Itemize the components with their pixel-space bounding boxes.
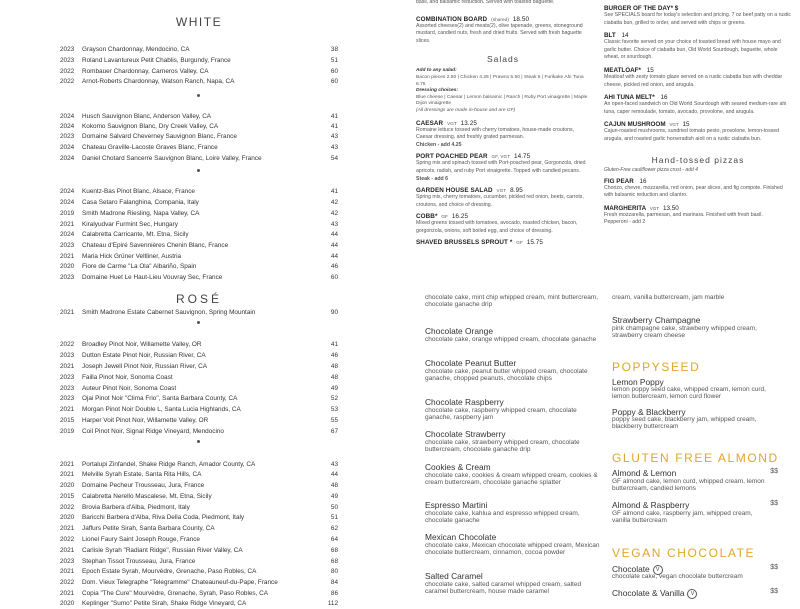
wine-price: 64 [330,536,338,543]
wine-name: Melville Syrah Estate, Santa Rita Hills, CA [82,471,202,478]
wine-price: 53 [330,406,338,413]
cake-desc: chocolate cake, Mexican chocolate whipped cream, Mexican chocolate buttercream, cinnamon, cocoa powder [425,542,600,557]
caesar-desc: Romaine lettuce tossed with cherry tomatoes, house-made croutons, Caesar dressing, and freshly grated parmesan. [416,126,575,141]
blt-name: BLT [604,32,616,40]
combo-board-name: COMBINATION BOARD [416,15,488,23]
cobb-sub: GF [441,214,448,220]
cake-desc: chocolate cake, kahlua and espresso whipped cream, chocolate ganache [425,510,580,525]
wine-price: 51 [330,57,338,64]
section-divider-dot [197,440,200,443]
wine-row [60,186,338,197]
wine-name: Kokomo Sauvignon Blanc, Dry Creek Valley, CA [82,123,219,130]
wine-row [60,44,338,55]
wine-year: 2023 [60,133,75,140]
garden-desc: Spring mix, cherry tomatoes, cucumber, pickled red onion, beets, carrots, croutons, and choice of dressing. [416,194,584,208]
wine-price: 50 [330,504,338,511]
white-heading: WHITE [175,15,223,29]
almond-lemon-desc: GF almond cake, lemon curd, whipped cream, lemon buttercream, candied lemons [612,478,765,493]
wine-price: 52 [330,395,338,402]
wine-name: Carlisle Syrah "Radiant Ridge", Russian River Valley, CA [82,547,243,554]
wine-price: 44 [330,253,338,260]
wine-name: Baricchi Barbera d'Alba, Riva Della Coda, Piedmont, Italy [82,514,245,521]
vegan-choc-vanilla-price: $$ [770,588,778,595]
brussels-price: 15.75 [526,239,543,247]
wine-price: 80 [330,568,338,575]
wine-row [60,404,338,415]
almond-lemon-name: Almond & Lemon [612,468,677,478]
addons-items: Bacon pieces 2.50 | Chicken 4.25 | Prawns 5.50 | Steak 6 | Furikake Ahi Tuna 6.75 [416,74,584,87]
wine-name: Fiore de Carme "La Ola" Albariño, Spain [82,263,197,270]
wine-year: 2023 [60,46,75,53]
margherita-desc: Fresh mozzarella, parmesan, and marinara. Finished with fresh basil. [604,211,763,218]
wine-row [60,512,338,523]
wine-price: 48 [330,482,338,489]
wine-price: 54 [330,155,338,162]
wine-row [60,339,338,350]
wine-year: 2024 [60,231,75,238]
wine-year: 2019 [60,428,75,435]
almond-raspberry-name: Almond & Raspberry [612,500,690,510]
wine-price: 60 [330,78,338,85]
wine-year: 2022 [60,579,75,586]
wine-name: Smith Madrone Estate Cabernet Sauvignon, Spring Mountain [82,309,256,316]
margherita-name: MARGHERITA [604,204,646,212]
food-menu [410,0,596,290]
wine-row [60,361,338,372]
wine-name: Rombauer Chardonnay, Carneros Valley, CA [82,68,209,75]
wine-price: 38 [330,46,338,53]
fig-pear-name: FIG PEAR [604,177,634,185]
wine-price: 41 [330,188,338,195]
poppy-blackberry-desc: poppy seed cake, blackberry jam, whipped cream, blackberry buttercream [612,416,757,431]
wine-price: 41 [330,113,338,120]
garden-title [416,187,590,194]
wine-row [60,261,338,272]
garden-sub: VGT [496,188,507,194]
board-desc-tail: basil, and balsamic reduction. Served with toasted baguette. [416,0,555,5]
wine-row [60,76,338,87]
wine-price: 112 [327,600,338,607]
wine-name: Failla Pinot Noir, Sonoma Coast [82,374,173,381]
wine-name: Stephan Tissot Trousseau, Jura, France [82,558,196,565]
ahi-name: AHI TUNA MELT* [604,94,655,102]
burger-name: BURGER OF THE DAY* [604,5,674,12]
cake-name: Chocolate Orange [425,326,493,336]
caesar-name: CAESAR [416,119,444,127]
almond-raspberry-desc: GF almond cake, raspberry jam, whipped cream, vanilla buttercream [612,510,753,525]
wine-price: 48 [330,363,338,370]
wine-row [60,208,338,219]
section-divider-dot [197,321,200,324]
wine-year: 2020 [60,482,75,489]
vegan-chocolate-price: $$ [770,564,778,571]
wine-price: 68 [330,547,338,554]
dressing-note: (All dressings are made in-house and are GF) [416,107,516,113]
combo-board-price: 18.50 [512,15,530,23]
wine-name: Husch Sauvignon Blanc, Anderson Valley, CA [82,113,212,120]
salads-heading: Salads [487,54,519,65]
wine-year: 2024 [60,199,75,206]
cake-name: Chocolate Peanut Butter [425,358,517,368]
wine-year: 2024 [60,144,75,151]
margherita-add: Pepperoni - add 2 [604,219,646,226]
wine-name: Joseph Jewell Pinot Noir, Russian River, CA [82,363,208,370]
wine-row [60,480,338,491]
wine-name: Kuentz-Bas Pinot Blanc, Alsace, France [82,188,195,195]
wine-name: Daniel Chotard Sancerre Sauvignon Blanc, Loire Valley, France [82,155,262,162]
wine-year: 2024 [60,188,75,195]
dressing-label: Dressing choices: [416,88,459,94]
section-divider-dot [197,94,200,97]
blt-desc: Classic favorite served on your choice of toasted bread with house mayo and garlic butter. Choice of ciabatta bun, Old World Sourdough, baguette, whole wheat, or sourdough. [604,39,781,61]
cake-menu-chocolate [410,290,600,600]
wine-year: 2021 [60,471,75,478]
wine-row [60,426,338,437]
wine-row [60,153,338,164]
wine-name: Epoch Estate Syrah, Mourvèdre, Grenache, Paso Robles, CA [82,568,257,575]
wine-price: 67 [330,428,338,435]
wine-price: 90 [330,309,338,316]
wine-year: 2021 [60,568,75,575]
wine-price: 43 [330,133,338,140]
ahi-price: 16 [660,94,668,102]
wine-year: 2021 [60,221,75,228]
lemon-poppy-desc: lemon poppy seed cake, whipped cream, lemon curd, lemon buttercream, lemon curd flower [612,386,766,401]
cajun-price: 15 [682,121,690,129]
vegan-choc-vanilla-name: Chocolate & Vanilla [612,588,685,598]
wine-name: Chateau d'Epiré Savennières Chenin Blanc, France [82,242,229,249]
wine-year: 2022 [60,78,75,85]
burger-title [604,5,792,12]
burger-desc: See SPECIALS board for today's selection and pricing. 7 oz beef patty on a rustic ciabatta bun, grilled to order, and served with chips or greens. [604,12,791,26]
fig-pear-desc: Chorizo, chevre, mozzarella, red onion, pear slices, and fig compote. Finished with balsamic reduction and cilantro. [604,184,783,199]
blt-price: 14 [621,32,629,40]
caesar-price: 13.25 [460,119,477,127]
wine-name: Smith Madrone Riesling, Napa Valley, CA [82,210,200,217]
wine-row [60,272,338,283]
wine-name: Portalupi Zinfandel, Shake Ridge Ranch, Amador County, CA [82,461,256,468]
vegan-icon: V [653,565,663,575]
wine-price: 44 [330,231,338,238]
wine-year: 2020 [60,600,75,607]
port-pear-add [416,176,590,184]
cake-name: Chocolate Strawberry [425,429,506,439]
ahi-desc: An open-faced sandwich on Old World Sourdough with seared medium-rare ahi tuna, caper remoulade, tomato, avocado, provolone, and arugula. [604,101,787,115]
wine-price: 46 [330,263,338,270]
dressing-items: Blue cheese | Caesar | Lemon balsamic | Ranch | Ruby Port vinaigrette | Maple Dijon vinaigrette [416,94,588,107]
cajun-sub: VGT [669,122,679,128]
brussels-name: SHAVED BRUSSELS SPROUT * [416,239,513,247]
wine-row [60,131,338,142]
port-pear-price: 14.75 [513,153,531,161]
wine-price: 51 [330,514,338,521]
wine-price: 48 [330,374,338,381]
wine-row [60,523,338,534]
cobb-name: COBB* [416,213,438,221]
vegan-icon: V [687,589,697,599]
wine-row [60,598,338,609]
vegan-chocolate-name: Chocolate [612,564,650,574]
port-pear-title [416,153,590,160]
wine-name: Roland Lavantureux Petit Chablis, Burgundy, France [82,57,231,64]
wine-year: 2023 [60,242,75,249]
cajun-desc: Cajun-roasted mushrooms, sundried tomato pesto, provolone, lemon-tossed arugula, and roasted garlic horseradish aioli on a rustic ciabatta bun. [604,128,780,142]
ahi-title [604,94,792,101]
wine-price: 68 [330,558,338,565]
cake-desc: chocolate cake, cookies & cream whipped cream, cookies & cream buttercream, chocolate ganache splatter [425,472,598,487]
wine-name: Casa Setaro Falanghina, Compania, Italy [82,199,199,206]
wine-name: Morgan Pinot Noir Double L, Santa Lucia Highlands, CA [82,406,241,413]
wine-price: 60 [330,274,338,281]
garden-price: 8.95 [510,187,523,195]
wine-row [60,240,338,251]
wine-row [60,566,338,577]
wine-year: 2024 [60,123,75,130]
wine-row [60,55,338,66]
wine-price: 43 [330,144,338,151]
wine-name: Chateau Graville-Lacoste Graves Blanc, France [82,144,218,151]
wine-year: 2022 [60,536,75,543]
wine-price: 44 [330,242,338,249]
wine-year: 2022 [60,504,75,511]
caesar-add-text: Chicken - add 4.25 [416,141,462,148]
wine-name: Calabretta Carricante, Mt. Etna, Sicily [82,231,189,238]
pizza-heading: Hand-tossed pizzas [651,154,745,165]
margherita-title [604,205,792,212]
wine-price: 62 [330,525,338,532]
flavour-desc-tail: cream, vanilla buttercream, jam marble [612,294,725,301]
cake-desc: chocolate cake, peanut butter whipped cream, chocolate ganache, chopped peanuts, chocolate chips [425,368,588,383]
cake-name: Mexican Chocolate [425,532,497,542]
wine-name: Kiralyudvar Furmint Sec, Hungary [82,221,178,228]
addons-label: Add to any salad: [416,68,457,74]
combo-board-title [416,16,590,23]
wine-name: Lionel Faury Saint Joseph Rouge, France [82,536,200,543]
wine-row [60,577,338,588]
margherita-price: 13.50 [662,204,679,212]
cake-name: Chocolate Raspberry [425,397,504,407]
salad-addons [416,68,590,114]
cajun-title [604,121,792,128]
cake-desc: chocolate cake, salted caramel whipped cream, salted caramel buttercream, house made caramel [425,581,582,596]
blt-title [604,32,792,39]
wine-name: Broadley Pinot Noir, Willamette Valley, OR [82,341,202,348]
wine-row [60,229,338,240]
wine-name: Keplinger "Sumo" Petite Sirah, Shake Ridge Vineyard, CA [82,600,247,607]
wine-row [60,142,338,153]
wine-year: 2023 [60,558,75,565]
wine-name: Harper Voit Pinot Noir, Willamette Valley, OR [82,417,209,424]
wine-year: 2023 [60,395,75,402]
cobb-price: 16.25 [451,213,469,221]
section-divider-dot [197,169,200,172]
wine-year: 2023 [60,385,75,392]
cake-name: Salted Caramel [425,571,483,581]
meatloaf-price: 15 [646,66,654,74]
wine-row [60,469,338,480]
wine-name: Domaine Salvard Cheverney Sauvignon Blanc, France [82,133,237,140]
wine-name: Calabretta Nerello Mascalese, Mt. Etna, Sicily [82,493,212,500]
wine-name: Auteur Pinot Noir, Sonoma Coast [82,385,177,392]
burger-price: $ [674,5,679,12]
wine-price: 44 [330,471,338,478]
wine-row [60,350,338,361]
wine-price: 60 [330,68,338,75]
wine-name: Ojai Pinot Noir "Clima Frio", Santa Barbara County, CA [82,395,238,402]
almond-raspberry-price: $$ [770,500,778,507]
wine-price: 86 [330,590,338,597]
wine-year: 2021 [60,253,75,260]
wine-price: 41 [330,341,338,348]
wine-year: 2015 [60,493,75,500]
meatloaf-desc: Meatloaf with zesty tomato glaze served on a rustic ciabatta bun with cheddar cheese, pickled red onion, and arugula. [604,73,783,88]
cake-menu-flavours [600,290,800,600]
caesar-sub: VGT [447,120,457,126]
sandwich-menu [596,0,800,290]
brussels-title [416,239,590,246]
wine-name: Domaine Huet Le Haut-Lieu Vouvray Sec, France [82,274,223,281]
wine-name: Arnot-Roberts Chardonnay, Watson Ranch, Napa, CA [82,78,235,85]
wine-price: 43 [330,461,338,468]
wine-name: Coil Pinot Noir, Signal Ridge Vineyard, Mendocino [82,428,224,435]
wine-name: Domaine Pecheur Trousseau, Jura, France [82,482,205,489]
wine-year: 2021 [60,590,75,597]
fig-pear-price: 16 [639,177,647,185]
wine-price: 43 [330,221,338,228]
wine-year: 2021 [60,406,75,413]
wine-row [60,393,338,404]
wine-name: Dutton Estate Pinot Noir, Russian River, CA [82,352,206,359]
cake-desc: chocolate cake, orange whipped cream, chocolate ganache [425,336,597,343]
wine-year: 2022 [60,341,75,348]
pizza-crust-note: Gluten-Free cauliflower pizza crust - add 4 [604,166,698,173]
wine-price: 46 [330,352,338,359]
cajun-name: CAJUN MUSHROOM [604,121,666,129]
wine-year: 2024 [60,155,75,162]
cake-name: Espresso Martini [425,500,488,510]
wine-price: 55 [330,417,338,424]
wine-name: Maria Hick Grüner Veltliner, Austria [82,253,182,260]
wine-year: 2021 [60,547,75,554]
wine-row [60,545,338,556]
cake-desc: chocolate cake, strawberry whipped cream, chocolate buttercream, chocolate ganache drip [425,439,580,454]
wine-row [60,372,338,383]
brussels-sub: GF [516,240,523,246]
strawberry-champagne-name: Strawberry Champagne [612,315,701,325]
wine-year: 2021 [60,461,75,468]
cake-desc: chocolate cake, mint chip whipped cream, mint buttercream, chocolate ganache drip [425,294,599,309]
cake-desc: chocolate cake, raspberry whipped cream, chocolate ganache, raspberry jam [425,407,577,422]
poppyseed-heading: POPPYSEED [612,360,701,374]
port-pear-name: PORT POACHED PEAR [416,153,488,161]
wine-price: 42 [330,210,338,217]
garden-name: GARDEN HOUSE SALAD [416,187,493,195]
wine-row [60,534,338,545]
poppy-blackberry-name: Poppy & Blackberry [612,407,686,417]
meatloaf-name: MEATLOAF* [604,66,641,74]
wine-year: 2024 [60,113,75,120]
fig-pear-title [604,178,792,185]
wine-year: 2020 [60,514,75,521]
port-pear-sub: GF, VGT [491,154,511,160]
wine-price: 49 [330,493,338,500]
wine-price: 49 [330,385,338,392]
lemon-poppy-name: Lemon Poppy [612,377,664,387]
wine-year: 2021 [60,525,75,532]
wine-name: Copia "The Cure" Mourvèdre, Grenache, Syrah, Paso Robles, CA [82,590,269,597]
wine-year: 2021 [60,363,75,370]
cobb-desc: Mixed greens tossed with tomatoes, avocado, roasted chicken, bacon, gorgonzola, onions, soft boiled egg, and choice of dressing. [416,220,578,234]
wine-row [60,415,338,426]
combo-board-desc: Assorted cheeses(2) and meats(2), olive tapenade, greens, stoneground mustard, candied nuts, fresh and dried fruits. Served with fresh baguette slices. [416,22,583,44]
strawberry-champagne-desc: pink champagne cake, strawberry whipped cream, strawberry cream cheese [612,325,757,340]
wine-price: 42 [330,199,338,206]
combo-board-sub: (shared) [491,16,509,22]
wine-name: Dom. Vieux Telegraphe "Telegramme" Chateauneuf-du-Pape, France [82,579,278,586]
almond-lemon-price: $$ [770,468,778,475]
wine-year: 2020 [60,263,75,270]
wine-price: 84 [330,579,338,586]
port-pear-add-text: Steak - add 6 [416,175,449,182]
wine-year: 2019 [60,210,75,217]
wine-price: 41 [330,123,338,130]
cake-name: Cookies & Cream [425,462,491,472]
wine-year: 2023 [60,274,75,281]
wine-name: Brovia Barbera d'Alba, Piedmont, Italy [82,504,190,511]
cobb-title [416,213,590,220]
wine-row [60,307,338,318]
wine-year: 2022 [60,68,75,75]
wine-row [60,197,338,208]
caesar-title [416,120,590,127]
wine-year: 2023 [60,352,75,359]
wine-year: 2015 [60,417,75,424]
wine-name: Grayson Chardonnay, Mendocino, CA [82,46,190,53]
vegan-choc-vanilla-item [612,588,697,599]
caesar-add [416,142,590,150]
rose-heading: ROSÉ [175,292,222,306]
vegan-chocolate-desc: chocolate cake, vegan chocolate buttercream [612,573,743,580]
vegan-chocolate-heading: VEGAN CHOCOLATE [612,546,756,560]
port-pear-desc: Spring mix and spinach tossed with Port-poached pear, Gorgonzola, dried apricots, radish, and ruby Port vinaigrette. Topped with candied pecans. [416,160,586,174]
gluten-free-heading: GLUTEN FREE ALMOND [612,451,779,465]
wine-year: 2023 [60,374,75,381]
wine-name: Jaffurs Petite Sirah, Santa Barbara County, CA [82,525,215,532]
wine-year: 2023 [60,57,75,64]
meatloaf-title [604,67,792,74]
wine-year: 2021 [60,309,75,316]
wine-row [60,491,338,502]
margherita-sub: VGT [649,205,660,211]
